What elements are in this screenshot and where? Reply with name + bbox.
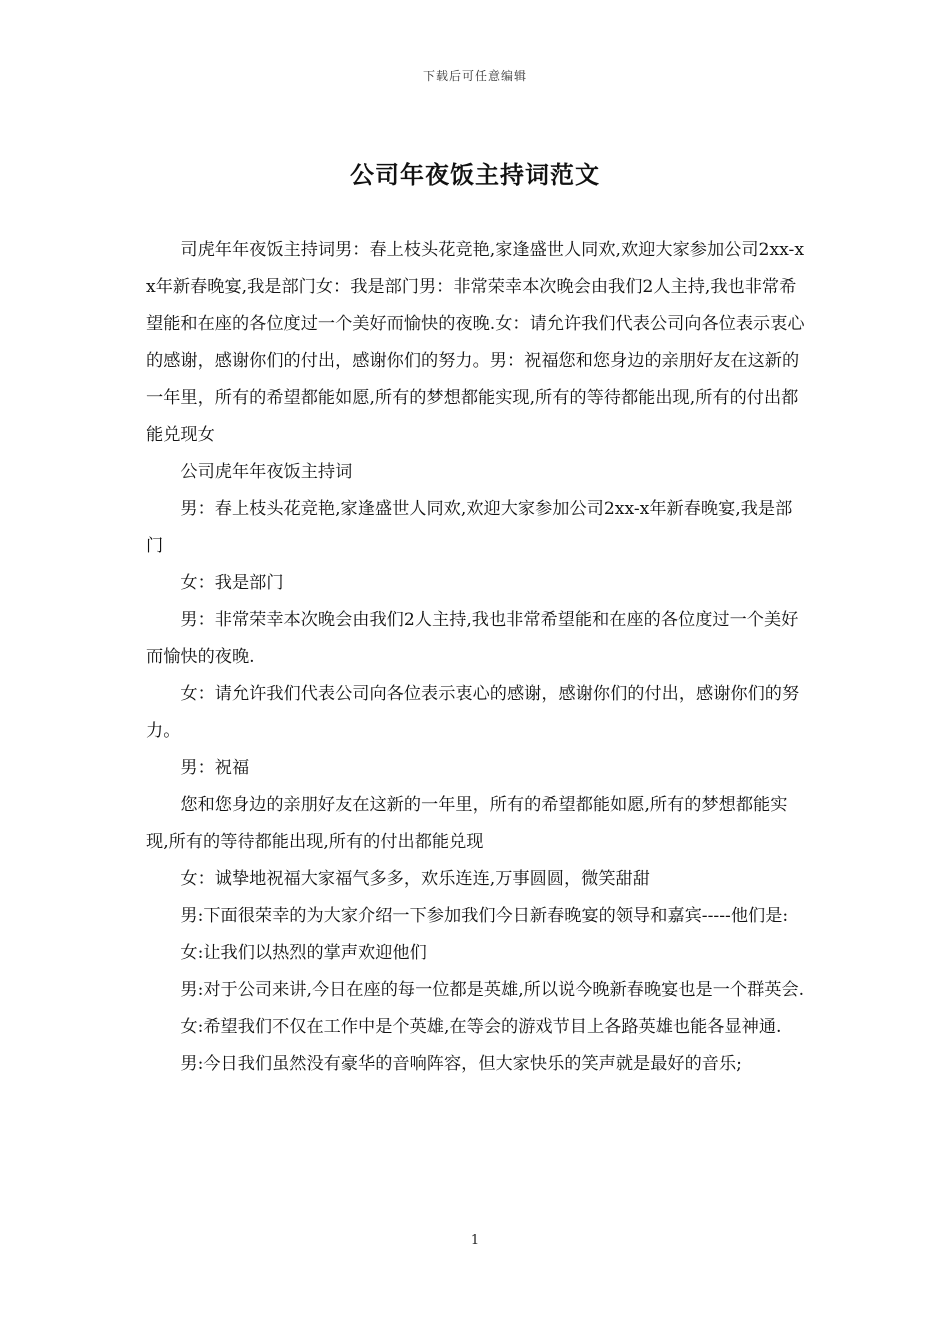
page-header-note: 下载后可任意编辑 [422, 69, 527, 83]
document-title: 公司年夜饭主持词范文 [350, 160, 600, 189]
page-number: 1 [470, 1233, 480, 1248]
paragraph: 男：春上枝头花竞艳,家逢盛世人同欢,欢迎大家参加公司2xx-x年新春晚宴,我是部门 [146, 499, 793, 556]
document-body [146, 232, 806, 1083]
paragraph: 男：祝福 [180, 758, 250, 778]
paragraph: 男:对于公司来讲,今日在座的每一位都是英雄,所以说今晚新春晚宴也是一个群英会. [180, 980, 805, 1000]
paragraph: 女:希望我们不仅在工作中是个英雄,在等会的游戏节目上各路英雄也能各显神通. [180, 1017, 782, 1037]
paragraph: 男:今日我们虽然没有豪华的音响阵容，但大家快乐的笑声就是最好的音乐; [180, 1054, 742, 1074]
paragraph: 公司虎年年夜饭主持词 [180, 462, 353, 482]
paragraph: 女：请允许我们代表公司向各位表示衷心的感谢，感谢你们的付出，感谢你们的努力。 [146, 684, 800, 741]
paragraph: 女:让我们以热烈的掌声欢迎他们 [180, 943, 427, 963]
paragraph: 女：诚挚地祝福大家福气多多，欢乐连连,万事圆圆，微笑甜甜 [180, 869, 650, 889]
paragraph: 您和您身边的亲朋好友在这新的一年里，所有的希望都能如愿,所有的梦想都能实现,所有的等待都能出现,所有的付出都能兑现 [146, 795, 788, 852]
paragraph: 司虎年年夜饭主持词男：春上枝头花竞艳,家逢盛世人同欢,欢迎大家参加公司2xx-xx年新春晚宴,我是部门女：我是部门男：非常荣幸本次晚会由我们2人主持,我也非常希望能和在座的各位度过一个美好而愉快的夜晚.女：请允许我们代表公司向各位表示衷心的感谢，感谢你们的付出，感谢你们的努力。男：祝福您和您身边的亲朋好友在这新的一年里，所有的希望都能如愿,所有的梦想都能实现,所有的等待都能出现,所有的付出都能兑现女 [146, 240, 805, 445]
paragraph: 男：非常荣幸本次晚会由我们2人主持,我也非常希望能和在座的各位度过一个美好而愉快的夜晚. [146, 610, 799, 667]
paragraph: 女：我是部门 [180, 573, 284, 593]
paragraph: 男:下面很荣幸的为大家介绍一下参加我们今日新春晚宴的领导和嘉宾-----他们是: [180, 906, 789, 926]
